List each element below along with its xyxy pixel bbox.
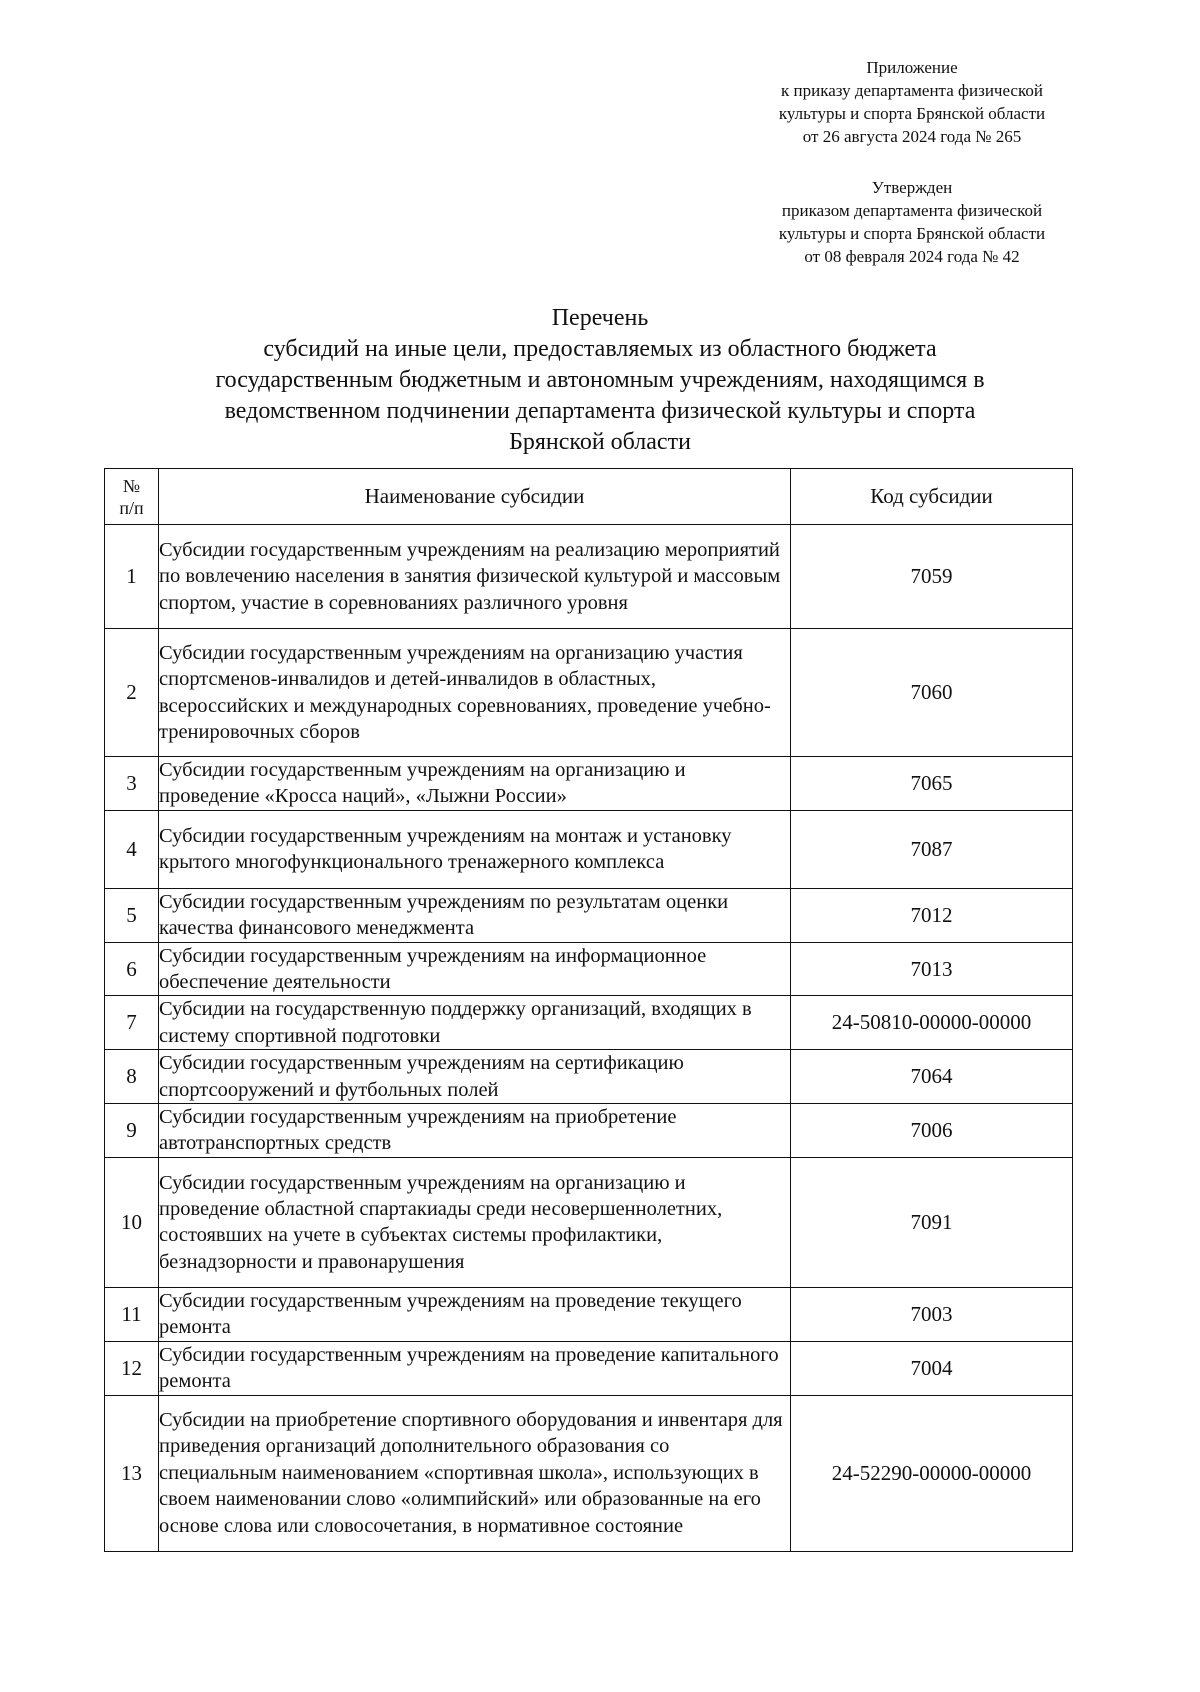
approval-note (742, 176, 1082, 268)
row-subsidy-code: 7087 (791, 810, 1073, 888)
row-number: 4 (105, 810, 159, 888)
title-line-2: субсидий на иные цели, предоставляемых из областного бюджета (263, 336, 937, 362)
row-subsidy-name: Субсидии государственным учреждениям на сертификацию спортсооружений и футбольных полей (159, 1050, 791, 1104)
row-subsidy-name: Субсидии государственным учреждениям на информационное обеспечение деятельности (159, 942, 791, 996)
table-row (105, 629, 1073, 757)
approval-line-4: от 08 февраля 2024 года № 42 (804, 247, 1020, 266)
approval-line-3: культуры и спорта Брянской области (778, 224, 1046, 243)
row-subsidy-code: 7003 (791, 1287, 1073, 1341)
row-subsidy-name: Субсидии государственным учреждениям на организацию и проведение «Кросса наций», «Лыжни России» (159, 757, 791, 811)
appendix-line-2: к приказу департамента физической (781, 81, 1043, 100)
table-body (105, 525, 1073, 1552)
table-row (105, 525, 1073, 629)
row-number: 8 (105, 1050, 159, 1104)
header-number (105, 469, 159, 525)
row-number: 5 (105, 888, 159, 942)
table-row (105, 942, 1073, 996)
row-subsidy-code: 7091 (791, 1157, 1073, 1287)
row-number: 3 (105, 757, 159, 811)
row-subsidy-code: 7013 (791, 942, 1073, 996)
appendix-note (742, 56, 1082, 148)
row-subsidy-name: Субсидии государственным учреждениям по результатам оценки качества финансового менеджмента (159, 888, 791, 942)
row-subsidy-code: 7064 (791, 1050, 1073, 1104)
header-code: Код субсидии (791, 469, 1073, 525)
approval-line-1: Утвержден (871, 178, 953, 197)
approval-line-2: приказом департамента физической (781, 201, 1043, 220)
row-number: 12 (105, 1341, 159, 1395)
row-subsidy-name: Субсидии на приобретение спортивного оборудования и инвентаря для приведения организаций дополнительного образования со специальным наименованием «спортивная школа», использующих в своем наименовании слово «олимпийский» или образованные на его основе слова или словосочетания, в нормативное состояние (159, 1395, 791, 1551)
row-subsidy-name: Субсидии государственным учреждениям на реализацию мероприятий по вовлечению населения в занятия физической культурой и массовым спортом, участие в соревнованиях различного уровня (159, 525, 791, 629)
header-number-symbol: № (122, 475, 141, 496)
row-subsidy-code: 24-52290-00000-00000 (791, 1395, 1073, 1551)
table-row (105, 1050, 1073, 1104)
document-title (100, 303, 1100, 458)
row-subsidy-code: 7065 (791, 757, 1073, 811)
table-row (105, 996, 1073, 1050)
row-subsidy-name: Субсидии на государственную поддержку организаций, входящих в систему спортивной подготовки (159, 996, 791, 1050)
row-number: 2 (105, 629, 159, 757)
row-number: 7 (105, 996, 159, 1050)
row-number: 9 (105, 1104, 159, 1158)
row-subsidy-code: 7059 (791, 525, 1073, 629)
appendix-line-4: от 26 августа 2024 года № 265 (802, 127, 1022, 146)
row-number: 6 (105, 942, 159, 996)
table-row (105, 1287, 1073, 1341)
row-subsidy-name: Субсидии государственным учреждениям на приобретение автотранспортных средств (159, 1104, 791, 1158)
row-number: 13 (105, 1395, 159, 1551)
row-number: 11 (105, 1287, 159, 1341)
title-line-5: Брянской области (509, 429, 691, 455)
row-subsidy-name: Субсидии государственным учреждениям на проведение текущего ремонта (159, 1287, 791, 1341)
title-line-3: государственным бюджетным и автономным учреждениям, находящимся в (215, 367, 985, 393)
header-number-abbr: п/п (119, 497, 144, 518)
row-subsidy-code: 7006 (791, 1104, 1073, 1158)
row-subsidy-name: Субсидии государственным учреждениям на организацию и проведение областной спартакиады среди несовершеннолетних, состоявших на учете в субъектах системы профилактики, безнадзорности и правонарушения (159, 1157, 791, 1287)
table-row (105, 1341, 1073, 1395)
row-subsidy-code: 24-50810-00000-00000 (791, 996, 1073, 1050)
title-line-4: ведомственном подчинении департамента физической культуры и спорта (224, 398, 976, 424)
table-header-row (105, 469, 1073, 525)
table-row (105, 1104, 1073, 1158)
subsidy-table (104, 468, 1073, 1552)
table-row (105, 1157, 1073, 1287)
appendix-line-3: культуры и спорта Брянской области (778, 104, 1046, 123)
header-name: Наименование субсидии (159, 469, 791, 525)
row-subsidy-name: Субсидии государственным учреждениям на монтаж и установку крытого многофункционального тренажерного комплекса (159, 810, 791, 888)
row-number: 10 (105, 1157, 159, 1287)
table-row (105, 810, 1073, 888)
row-subsidy-name: Субсидии государственным учреждениям на организацию участия спортсменов-инвалидов и детей-инвалидов в областных, всероссийских и международных соревнованиях, проведение учебно-тренировочных сборов (159, 629, 791, 757)
table-row (105, 757, 1073, 811)
appendix-line-1: Приложение (866, 58, 958, 77)
row-number: 1 (105, 525, 159, 629)
row-subsidy-code: 7004 (791, 1341, 1073, 1395)
row-subsidy-code: 7060 (791, 629, 1073, 757)
table-row (105, 888, 1073, 942)
title-line-1: Перечень (551, 305, 649, 331)
row-subsidy-name: Субсидии государственным учреждениям на проведение капитального ремонта (159, 1341, 791, 1395)
table-row (105, 1395, 1073, 1551)
row-subsidy-code: 7012 (791, 888, 1073, 942)
